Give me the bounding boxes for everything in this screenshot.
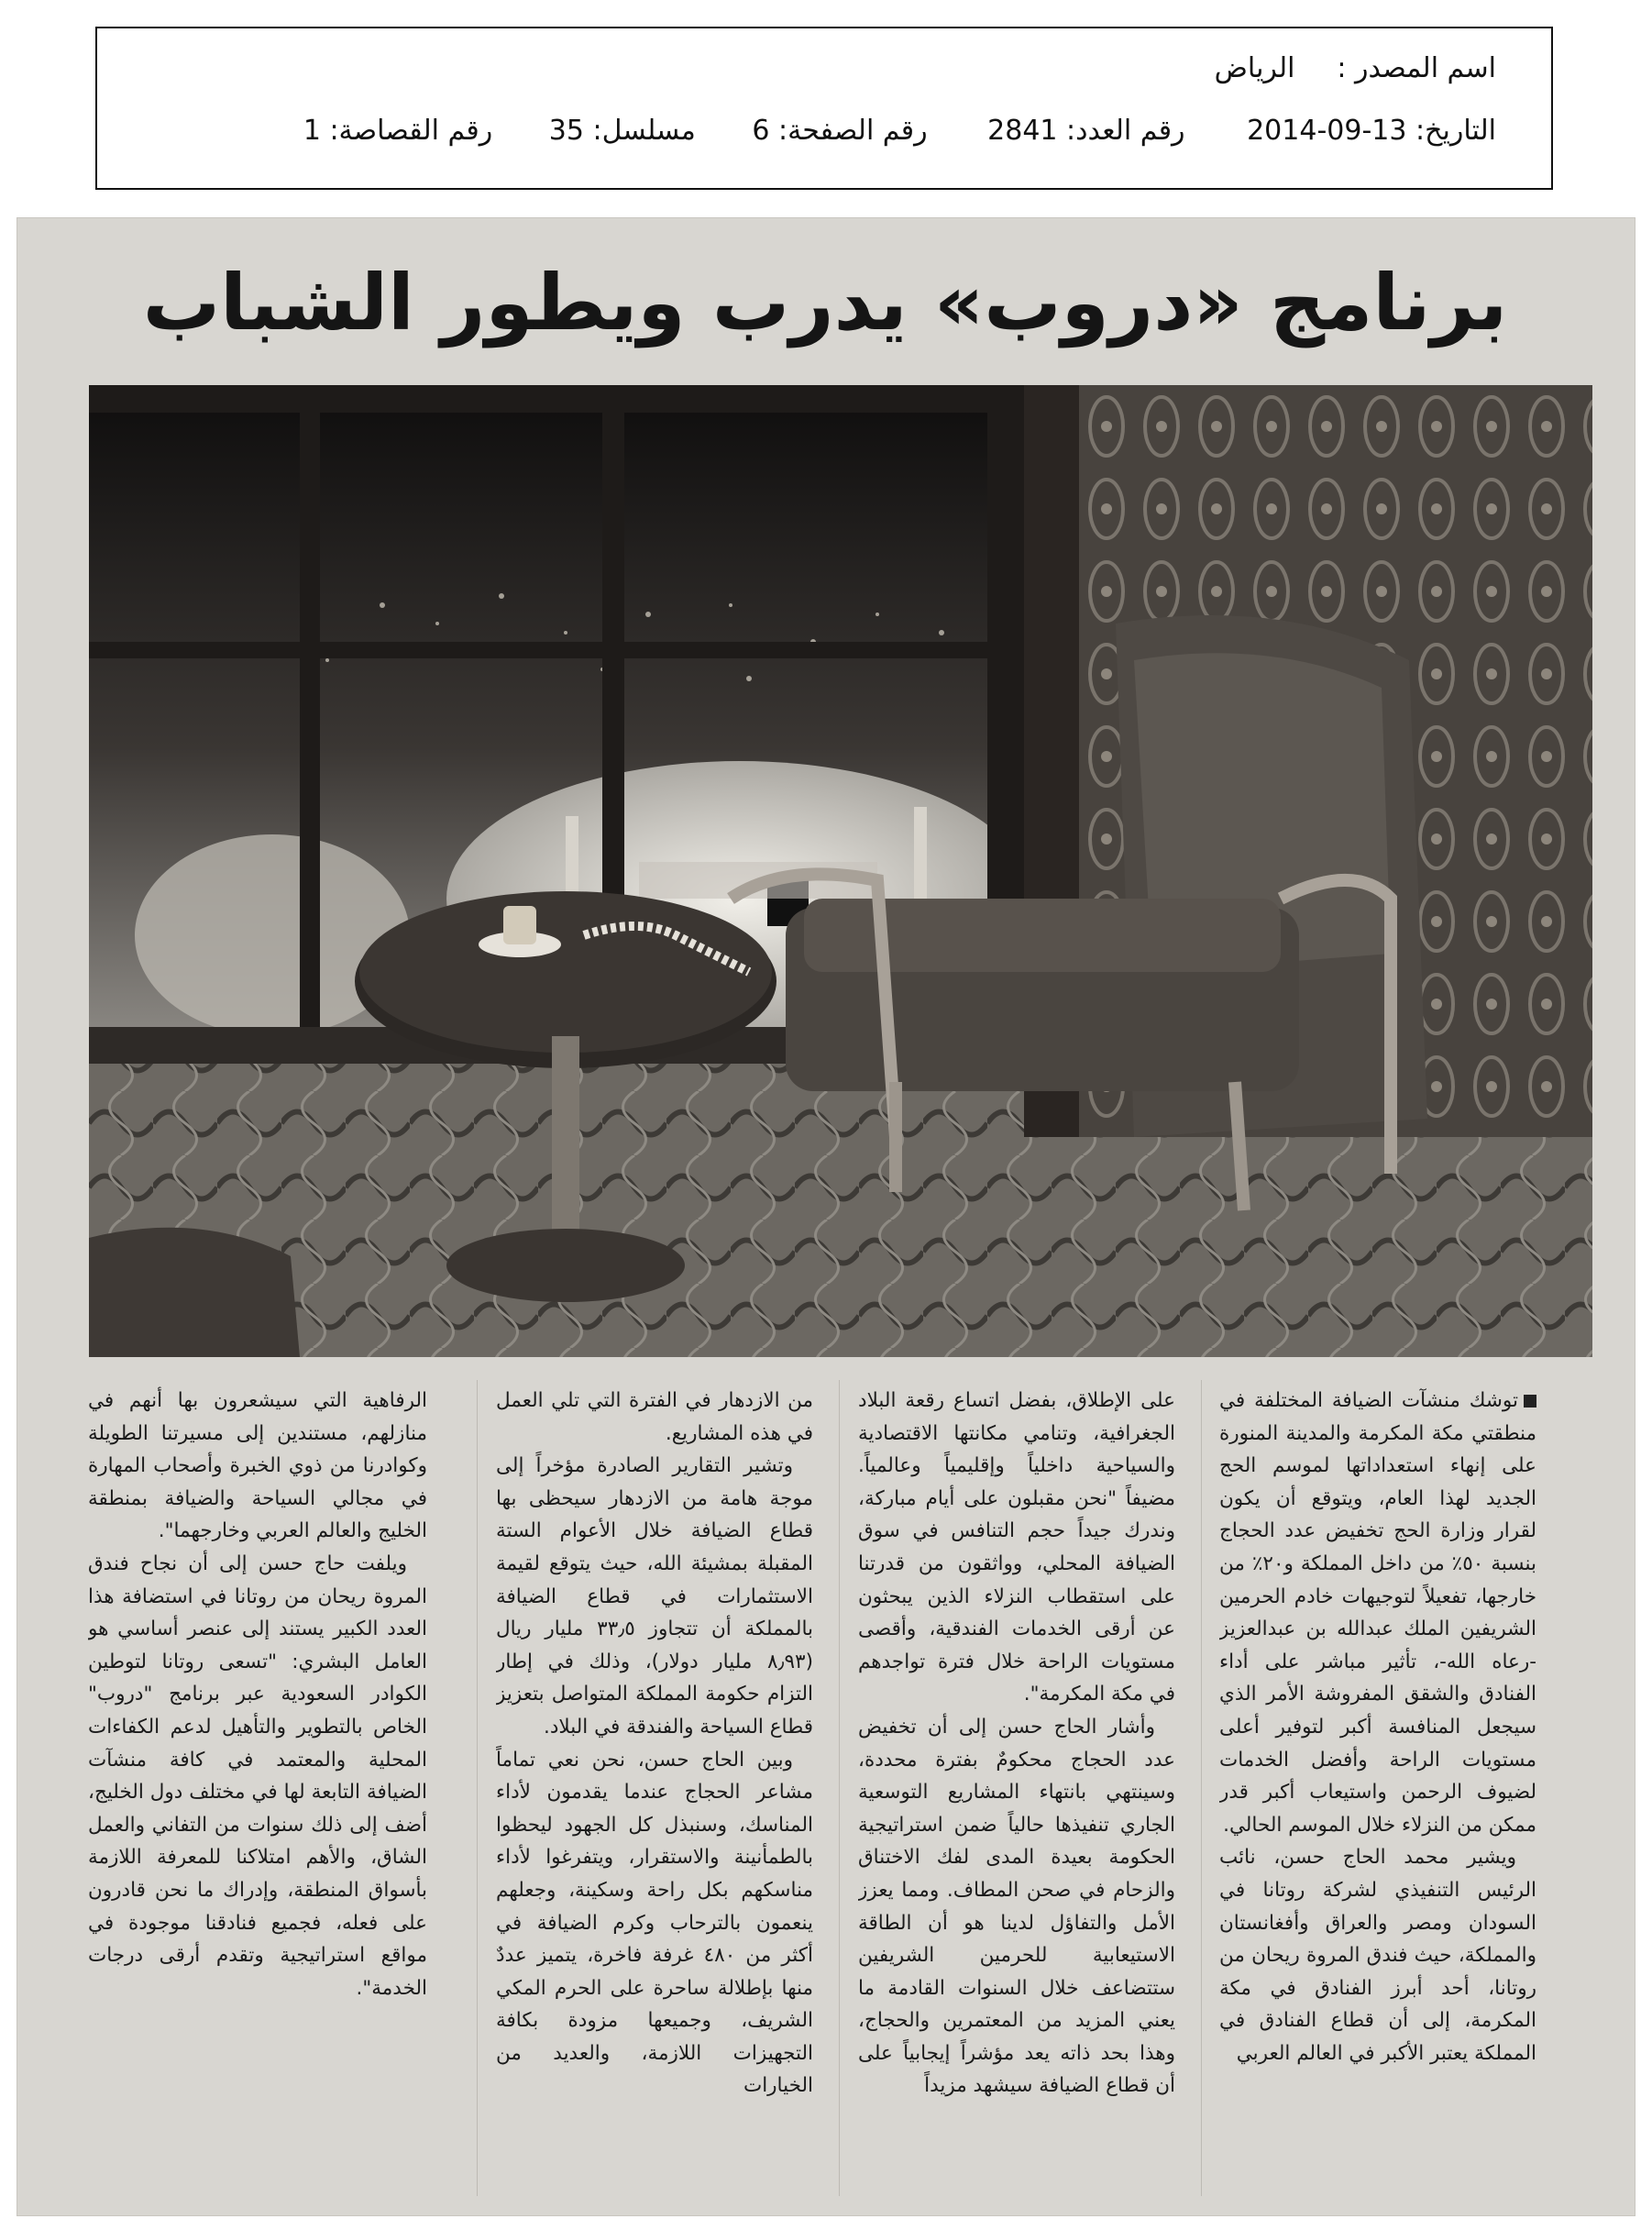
date-field: التاريخ: 13-09-2014: [1247, 115, 1496, 147]
issue-field: رقم العدد: 2841: [987, 115, 1185, 147]
article-column-3: [496, 1385, 813, 2201]
article-column-1: [1219, 1385, 1536, 2201]
column-4-paragraph-2: ويلفت حاج حسن إلى أن نجاح فندق المروة ريحان من روتانا في استضافة هذا العدد الكبير يستند إلى عنصر أساسي هو العامل البشري: "تسعى روتانا لتوطين الكوادر السعودية عبر برنامج "دروب" الخاص بالتطوير والتأهيل لدعم الكفاءات المحلية والمعتمد في كافة منشآت الضيافة التابعة لها في مختلف دول الخليج، أضف إلى ذلك سنوات من التفاني والعمل الشاق، والأهم امتلاكنا للمعرفة اللازمة بأسواق المنطقة، وإدراك ما نحن قادرون على فعله، فجميع فنادقنا موجودة في مواقع استراتيجية وتقدم أرقى درجات الخدمة".: [88, 1551, 427, 2000]
column-rule: [839, 1380, 840, 2196]
serial-field: مسلسل: 35: [548, 115, 696, 147]
page-field: رقم الصفحة: 6: [752, 115, 928, 147]
paragraph-marker-icon: [1524, 1395, 1536, 1408]
article-photo: [89, 385, 1592, 1357]
article-column-4: [88, 1385, 427, 2201]
article-headline: برنامج «دروب» يدرب ويطور الشباب: [142, 258, 1508, 348]
column-3-paragraph-3: وبين الحاج حسن، نحن نعي تماماً مشاعر الحجاج عندما يقدمون لأداء المناسك، وسنبذل كل الجهود ليحظوا بالطمأنينة والاستقرار، ويتفرغوا لأداء مناسكهم بكل راحة وسكينة، وجعلهم ينعمون بالترحاب وكرم الضيافة في أكثر من ٤٨٠ غرفة فاخرة، يتميز عددٌ منها بإطلالة ساحرة على الحرم المكي الشريف، وجميعها مزودة بكافة التجهيزات اللازمة، والعديد من الخيارات: [496, 1748, 813, 2098]
column-4-paragraph-1: الرفاهية التي سيشعرون بها أنهم في منازلهم، مستندين إلى مسيرتنا الطويلة وكوادرنا من ذوي الخبرة وأصحاب المهارة في مجالي السياحة والضيافة بمنطقة الخليج والعالم العربي وخارجهما".: [88, 1389, 427, 1543]
meta-row: [303, 115, 1496, 147]
source-row: [1215, 52, 1496, 84]
source-label: اسم المصدر :: [1337, 52, 1496, 84]
column-2-paragraph-2: وأشار الحاج حسن إلى أن تخفيض عدد الحجاج محكومٌ بفترة محددة، وسينتهي بانتهاء المشاريع التوسعية الجاري تنفيذها حالياً ضمن استراتيجية الحكومة بعيدة المدى لفك الاختناق والزحام في صحن المطاف. ومما يعزز الأمل والتفاؤل لدينا هو أن الطاقة الاستيعابية للحرمين الشريفين ستتضاعف خلال السنوات القادمة ما يعني المزيد من المعتمرين والحجاج، وهذا بحد ذاته يعد مؤشراً إيجابياً على أن قطاع الضيافة سيشهد مزيداً: [858, 1715, 1175, 2098]
clipping-info-box: [95, 27, 1553, 190]
article-column-2: [858, 1385, 1175, 2201]
column-1-paragraph-1: توشك منشآت الضيافة المختلفة في منطقتي مكة المكرمة والمدينة المنورة على إنهاء استعداداتها لموسم الحج الجديد لهذا العام، ويتوقع أن يكون لقرار وزارة الحج تخفيض عدد الحجاج بنسبة ٥٠٪ من داخل المملكة و٢٠٪ من خارجها، تفعيلاً لتوجيهات خادم الحرمين الشريفين الملك عبدالله بن عبدالعزيز -رعاه الله-، تأثير مباشر على أداء الفنادق والشقق المفروشة الأمر الذي سيجعل المنافسة أكبر لتوفير أعلى مستويات الراحة وأفضل الخدمات لضيوف الرحمن واستيعاب أكبر قدر ممكن من النزلاء خلال الموسم الحالي.: [1219, 1389, 1536, 1837]
column-rule: [1201, 1380, 1202, 2196]
clipping-number-field: رقم القصاصة: 1: [303, 115, 493, 147]
column-3-paragraph-1: من الازدهار في الفترة التي تلي العمل في هذه المشاريع.: [496, 1389, 813, 1445]
column-2-paragraph-1: على الإطلاق، بفضل اتساع رقعة البلاد الجغرافية، وتنامي مكانتها الاقتصادية والسياحية داخلياً وإقليمياً وعالمياً. مضيفاً "نحن مقبلون على أيام مباركة، وندرك جيداً حجم التنافس في سوق الضيافة المحلي، وواثقون من قدرتنا على استقطاب النزلاء الذين يبحثون عن أرقى الخدمات الفندقية، وأقصى مستويات الراحة خلال فترة تواجدهم في مكة المكرمة".: [858, 1389, 1175, 1706]
column-3-paragraph-2: وتشير التقارير الصادرة مؤخراً إلى موجة هامة من الازدهار سيحظى بها قطاع الضيافة خلال الأعوام الستة المقبلة بمشيئة الله، حيث يتوقع لقيمة الاستثمارات في قطاع الضيافة بالمملكة أن تتجاوز ٣٣٫٥ مليار ريال (٨٫٩٣ مليار دولار)، وذلك في إطار التزام حكومة المملكة المتواصل بتعزيز قطاع السياحة والفندقة في البلاد.: [496, 1454, 813, 1739]
source-value: الرياض: [1214, 52, 1295, 84]
column-rule: [477, 1380, 478, 2196]
column-1-paragraph-2: ويشير محمد الحاج حسن، نائب الرئيس التنفيذي لشركة روتانا في السودان ومصر والعراق وأفغانستان والمملكة، حيث فندق المروة ريحان من روتانا، أحد أبرز الفنادق في مكة المكرمة، إلى أن قطاع الفنادق في المملكة يعتبر الأكبر في العالم العربي: [1219, 1846, 1536, 2065]
